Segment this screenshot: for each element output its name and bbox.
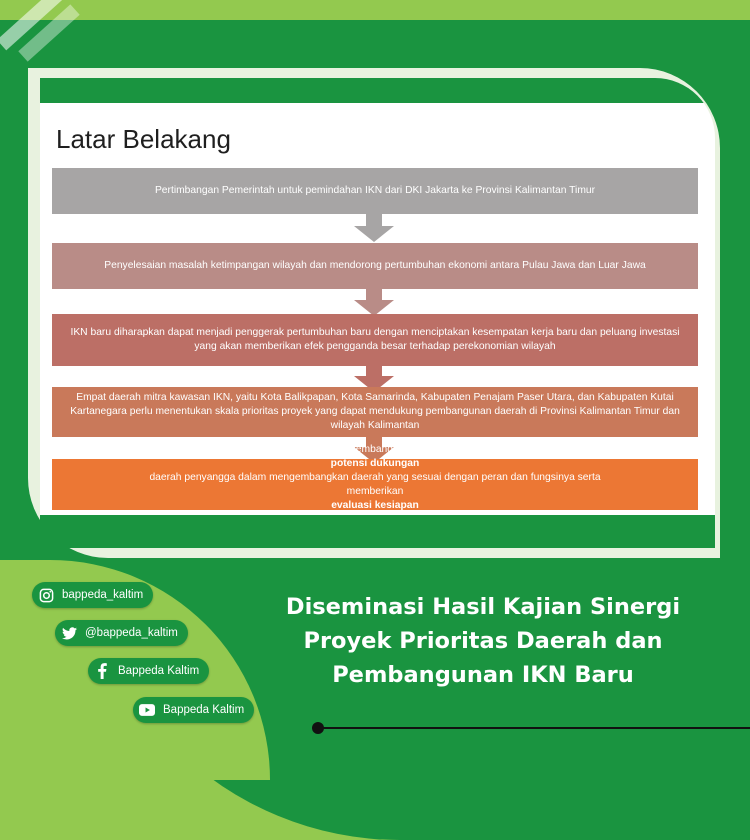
flow-step-5-line-3: memberikan evaluasi kesiapan [194, 485, 556, 527]
decorative-dot [312, 722, 324, 734]
flow-step-5-line-1: Diperlukan Kajian Sinergi Proyek Prioritas Daerah dan Pembangunan Ibu Kota Negara Baru untuk dapat mengidentifikasi [98, 443, 652, 455]
headline-line-2: Proyek Prioritas Daerah dan [303, 628, 663, 654]
headline [248, 590, 718, 692]
social-twitter[interactable] [55, 620, 188, 646]
card-bottom-band [40, 515, 715, 548]
flow-step-1: Pertimbangan Pemerintah untuk pemindahan IKN dari DKI Jakarta ke Provinsi Kalimantan Timur [52, 168, 698, 214]
social-youtube[interactable] [133, 697, 254, 723]
social-label: Bappeda Kaltim [163, 704, 245, 716]
social-label: Bappeda Kaltim [118, 665, 200, 677]
flow-step-4: Empat daerah mitra kawasan IKN, yaitu Kota Balikpapan, Kota Samarinda, Kabupaten Penajam Paser Utara, dan Kabupaten Kutai Kartanegara perlu menentukan skala prioritas proyek yang dapat mendukung pembangunan daerah di Provinsi Kalimantan Timur dan wilayah Kalimantan [52, 387, 698, 437]
youtube-icon [139, 702, 155, 718]
headline-line-1: Diseminasi Hasil Kajian Sinergi [285, 594, 681, 620]
emphasis-text: potensi dukungan [330, 457, 420, 469]
flow-step-5 [52, 443, 698, 511]
flow-step-3: IKN baru diharapkan dapat menjadi penggerak pertumbuhan baru dengan menciptakan kesempatan kerja baru dan peluang investasi yang akan memberikan efek pengganda besar terhadap perekonomian wilayah [52, 314, 698, 366]
social-label: bappeda_kaltim [62, 589, 144, 601]
social-label: @bappeda_kaltim [85, 627, 178, 639]
down-arrow-icon [354, 214, 394, 242]
page-title: Latar Belakang [56, 124, 231, 154]
twitter-icon [61, 625, 77, 641]
content-card [40, 78, 715, 548]
instagram-icon [38, 587, 54, 603]
social-facebook[interactable] [88, 658, 209, 684]
decorative-line [320, 727, 750, 729]
flow-step-5-line-2: potensi dukungan daerah penyangga dalam mengembangkan daerah yang sesuai dengan peran dan fungsinya serta [149, 457, 601, 483]
headline-line-3: Pembangunan IKN Baru [332, 662, 634, 688]
social-instagram[interactable] [32, 582, 153, 608]
down-arrow-icon [354, 288, 394, 316]
card-top-band [40, 78, 715, 103]
emphasis-text: evaluasi kesiapan [331, 499, 419, 511]
flow-step-2: Penyelesaian masalah ketimpangan wilayah dan mendorong pertumbuhan ekonomi antara Pulau Jawa dan Luar Jawa [52, 243, 698, 289]
facebook-icon [94, 663, 110, 679]
